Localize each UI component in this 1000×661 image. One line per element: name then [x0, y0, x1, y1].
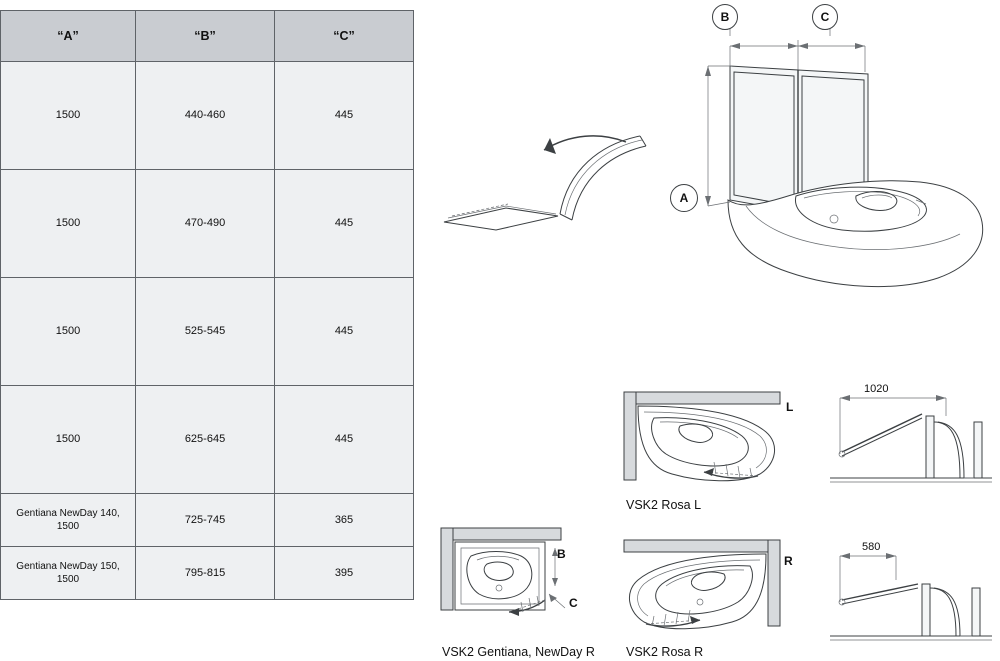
- callout-c: C: [812, 4, 838, 30]
- table-header-row: [1, 11, 414, 62]
- cell-c: 365: [275, 494, 414, 547]
- table-row: [1, 170, 414, 278]
- cell-a: 1500: [1, 386, 136, 494]
- cell-c: 395: [275, 547, 414, 600]
- main-bath-screen-diagram: [620, 0, 1000, 330]
- cell-b: 525-545: [136, 278, 275, 386]
- cell-a: 1500: [1, 62, 136, 170]
- cell-a: 1500: [1, 170, 136, 278]
- cell-b: 795-815: [136, 547, 275, 600]
- callout-inner-c: C: [569, 596, 578, 610]
- cell-a: Gentiana NewDay 150, 1500: [1, 547, 136, 600]
- badge-rosa-r: R: [784, 554, 793, 568]
- table-row: [1, 386, 414, 494]
- cell-c: 445: [275, 170, 414, 278]
- table-row: [1, 278, 414, 386]
- cell-b: 625-645: [136, 386, 275, 494]
- caption-rosa-r: VSK2 Rosa R: [626, 645, 704, 659]
- table-row: [1, 547, 414, 600]
- callout-inner-b: B: [557, 547, 566, 561]
- side-view-580: [826, 540, 996, 650]
- table-header-a: “A”: [1, 11, 136, 62]
- table-row: [1, 62, 414, 170]
- cell-a: 1500: [1, 278, 136, 386]
- table-header-b: “B”: [136, 11, 275, 62]
- table-row: [1, 494, 414, 547]
- plan-view-rosa-l: [620, 388, 800, 488]
- cell-b: 725-745: [136, 494, 275, 547]
- plan-view-gentiana-newday-r: [437, 524, 617, 624]
- cell-c: 445: [275, 386, 414, 494]
- callout-b: B: [712, 4, 738, 30]
- caption-rosa-l: VSK2 Rosa L: [626, 498, 702, 512]
- caption-gentiana-newday-r: VSK2 Gentiana, NewDay R: [442, 645, 595, 659]
- specification-table: [0, 10, 414, 600]
- cell-c: 445: [275, 62, 414, 170]
- plan-view-rosa-r: [620, 536, 800, 636]
- side-view-1020: [826, 382, 996, 492]
- callout-a: A: [670, 184, 698, 212]
- cell-a: Gentiana NewDay 140, 1500: [1, 494, 136, 547]
- dimension-1020: 1020: [864, 383, 889, 395]
- table-header-c: “C”: [275, 11, 414, 62]
- cell-c: 445: [275, 278, 414, 386]
- dimension-580: 580: [862, 541, 881, 553]
- cell-b: 470-490: [136, 170, 275, 278]
- badge-rosa-l: L: [786, 400, 794, 414]
- cell-b: 440-460: [136, 62, 275, 170]
